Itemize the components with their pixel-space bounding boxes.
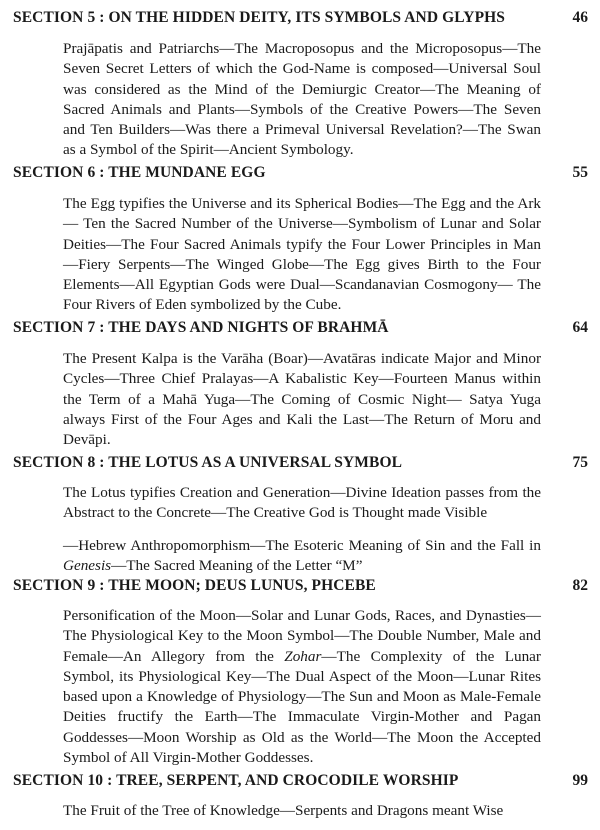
section-description	[63, 194, 541, 316]
description-text: —Hebrew Anthropomorphism—The Esoteric Meaning of Sin and the Fall in	[63, 536, 541, 554]
section-page-number: 75	[572, 454, 588, 471]
section-description	[63, 606, 541, 768]
section-title: SECTION 5 : ON THE HIDDEN DEITY, ITS SYMBOLS AND GLYPHS	[13, 9, 506, 26]
section-title: SECTION 7 : THE DAYS AND NIGHTS OF BRAHMĀ	[13, 319, 389, 336]
section-heading[interactable]	[0, 772, 600, 794]
description-paragraph	[63, 536, 541, 577]
italic-book-title: Genesis	[63, 556, 112, 574]
description-paragraph: The Present Kalpa is the Varāha (Boar)—Avatāras indicate Major and Minor Cycles—Three Chief Pralayas—A Kabalistic Key—Fourteen Manus within the Term of a Mahā Yuga—The Coming of Cosmic Night— Satya Yuga always First of the Four Ages and Kali the Last—The Return of Moru and Devāpi.	[63, 350, 541, 449]
toc-section-9	[0, 577, 600, 767]
section-heading[interactable]	[0, 319, 600, 341]
toc-section-8	[0, 454, 600, 574]
section-title: SECTION 6 : THE MUNDANE EGG	[13, 164, 266, 181]
section-page-number: 55	[572, 164, 588, 181]
description-paragraph: The Egg typifies the Universe and its Spherical Bodies—The Egg and the Ark— Ten the Sacred Number of the Universe—Symbolism of Lunar and Solar Deities—The Four Sacred Animals typify the Four Lower Principles in Man—Fiery Serpents—The Winged Globe—The Egg gives Birth to the Four Elements—All Egyptian Gods were Dual—Scandanavian Cosmogony— The Four Rivers of Eden symbolized by the Cube.	[63, 195, 541, 314]
toc-section-6	[0, 164, 600, 314]
description-text: —The Sacred Meaning of the Letter “M”	[111, 556, 363, 574]
description-text: —The Complexity of the Lunar Symbol, its Physiological Key—The Dual Aspect of the Moon—Lunar Rites based upon a Knowledge of Physiology—The Sun and Moon as Male-Female Deities fructify the Earth—The Immaculate Virgin-Mother and Pagan Goddesses—Moon Worship as Old as the World—The Moon the Accepted Symbol of All Virgin-Mother Goddesses.	[63, 647, 541, 767]
toc-section-5	[0, 9, 600, 159]
section-title: SECTION 8 : THE LOTUS AS A UNIVERSAL SYMBOL	[13, 454, 403, 471]
description-paragraph: Prajāpatis and Patriarchs—The Macroposopus and the Microposopus—The Seven Secret Letters of which the God-Name is composed—Universal Soul was considered as the Mind of the Demiurgic Creator—The Meaning of Sacred Animals and Plants—Symbols of the Creative Powers—The Seven and Ten Builders—Was there a Primeval Universal Revelation?—The Swan as a Symbol of the Spirit—Ancient Symbology.	[63, 40, 541, 159]
section-heading[interactable]	[0, 577, 600, 599]
description-paragraph	[63, 606, 541, 768]
section-heading[interactable]	[0, 9, 600, 31]
section-title: SECTION 10 : TREE, SERPENT, AND CROCODILE WORSHIP	[13, 772, 459, 789]
section-description	[63, 483, 541, 576]
section-heading[interactable]	[0, 164, 600, 186]
section-page-number: 64	[572, 319, 588, 336]
toc-section-7	[0, 319, 600, 449]
description-text: Personification of the Moon—Solar and Lunar Gods, Races, and Dynasties—The Physiological Key to the Moon Symbol—The Double Number, Male and Female—An Allegory from the	[63, 607, 541, 665]
description-paragraph: The Lotus typifies Creation and Generation—Divine Ideation passes from the Abstract to the Concrete—The Creative God is Thought made Visible	[63, 484, 541, 522]
section-page-number: 99	[572, 772, 588, 789]
italic-book-title: Zohar	[284, 647, 322, 665]
section-description	[63, 801, 541, 821]
section-heading[interactable]	[0, 454, 600, 476]
section-title: SECTION 9 : THE MOON; DEUS LUNUS, PHCEBE	[13, 577, 376, 594]
toc-section-10	[0, 772, 600, 819]
section-description	[63, 39, 541, 161]
section-page-number: 82	[572, 577, 588, 594]
section-page-number: 46	[572, 9, 588, 26]
description-paragraph: The Fruit of the Tree of Knowledge—Serpents and Dragons meant Wise	[63, 802, 504, 819]
section-description	[63, 349, 541, 450]
